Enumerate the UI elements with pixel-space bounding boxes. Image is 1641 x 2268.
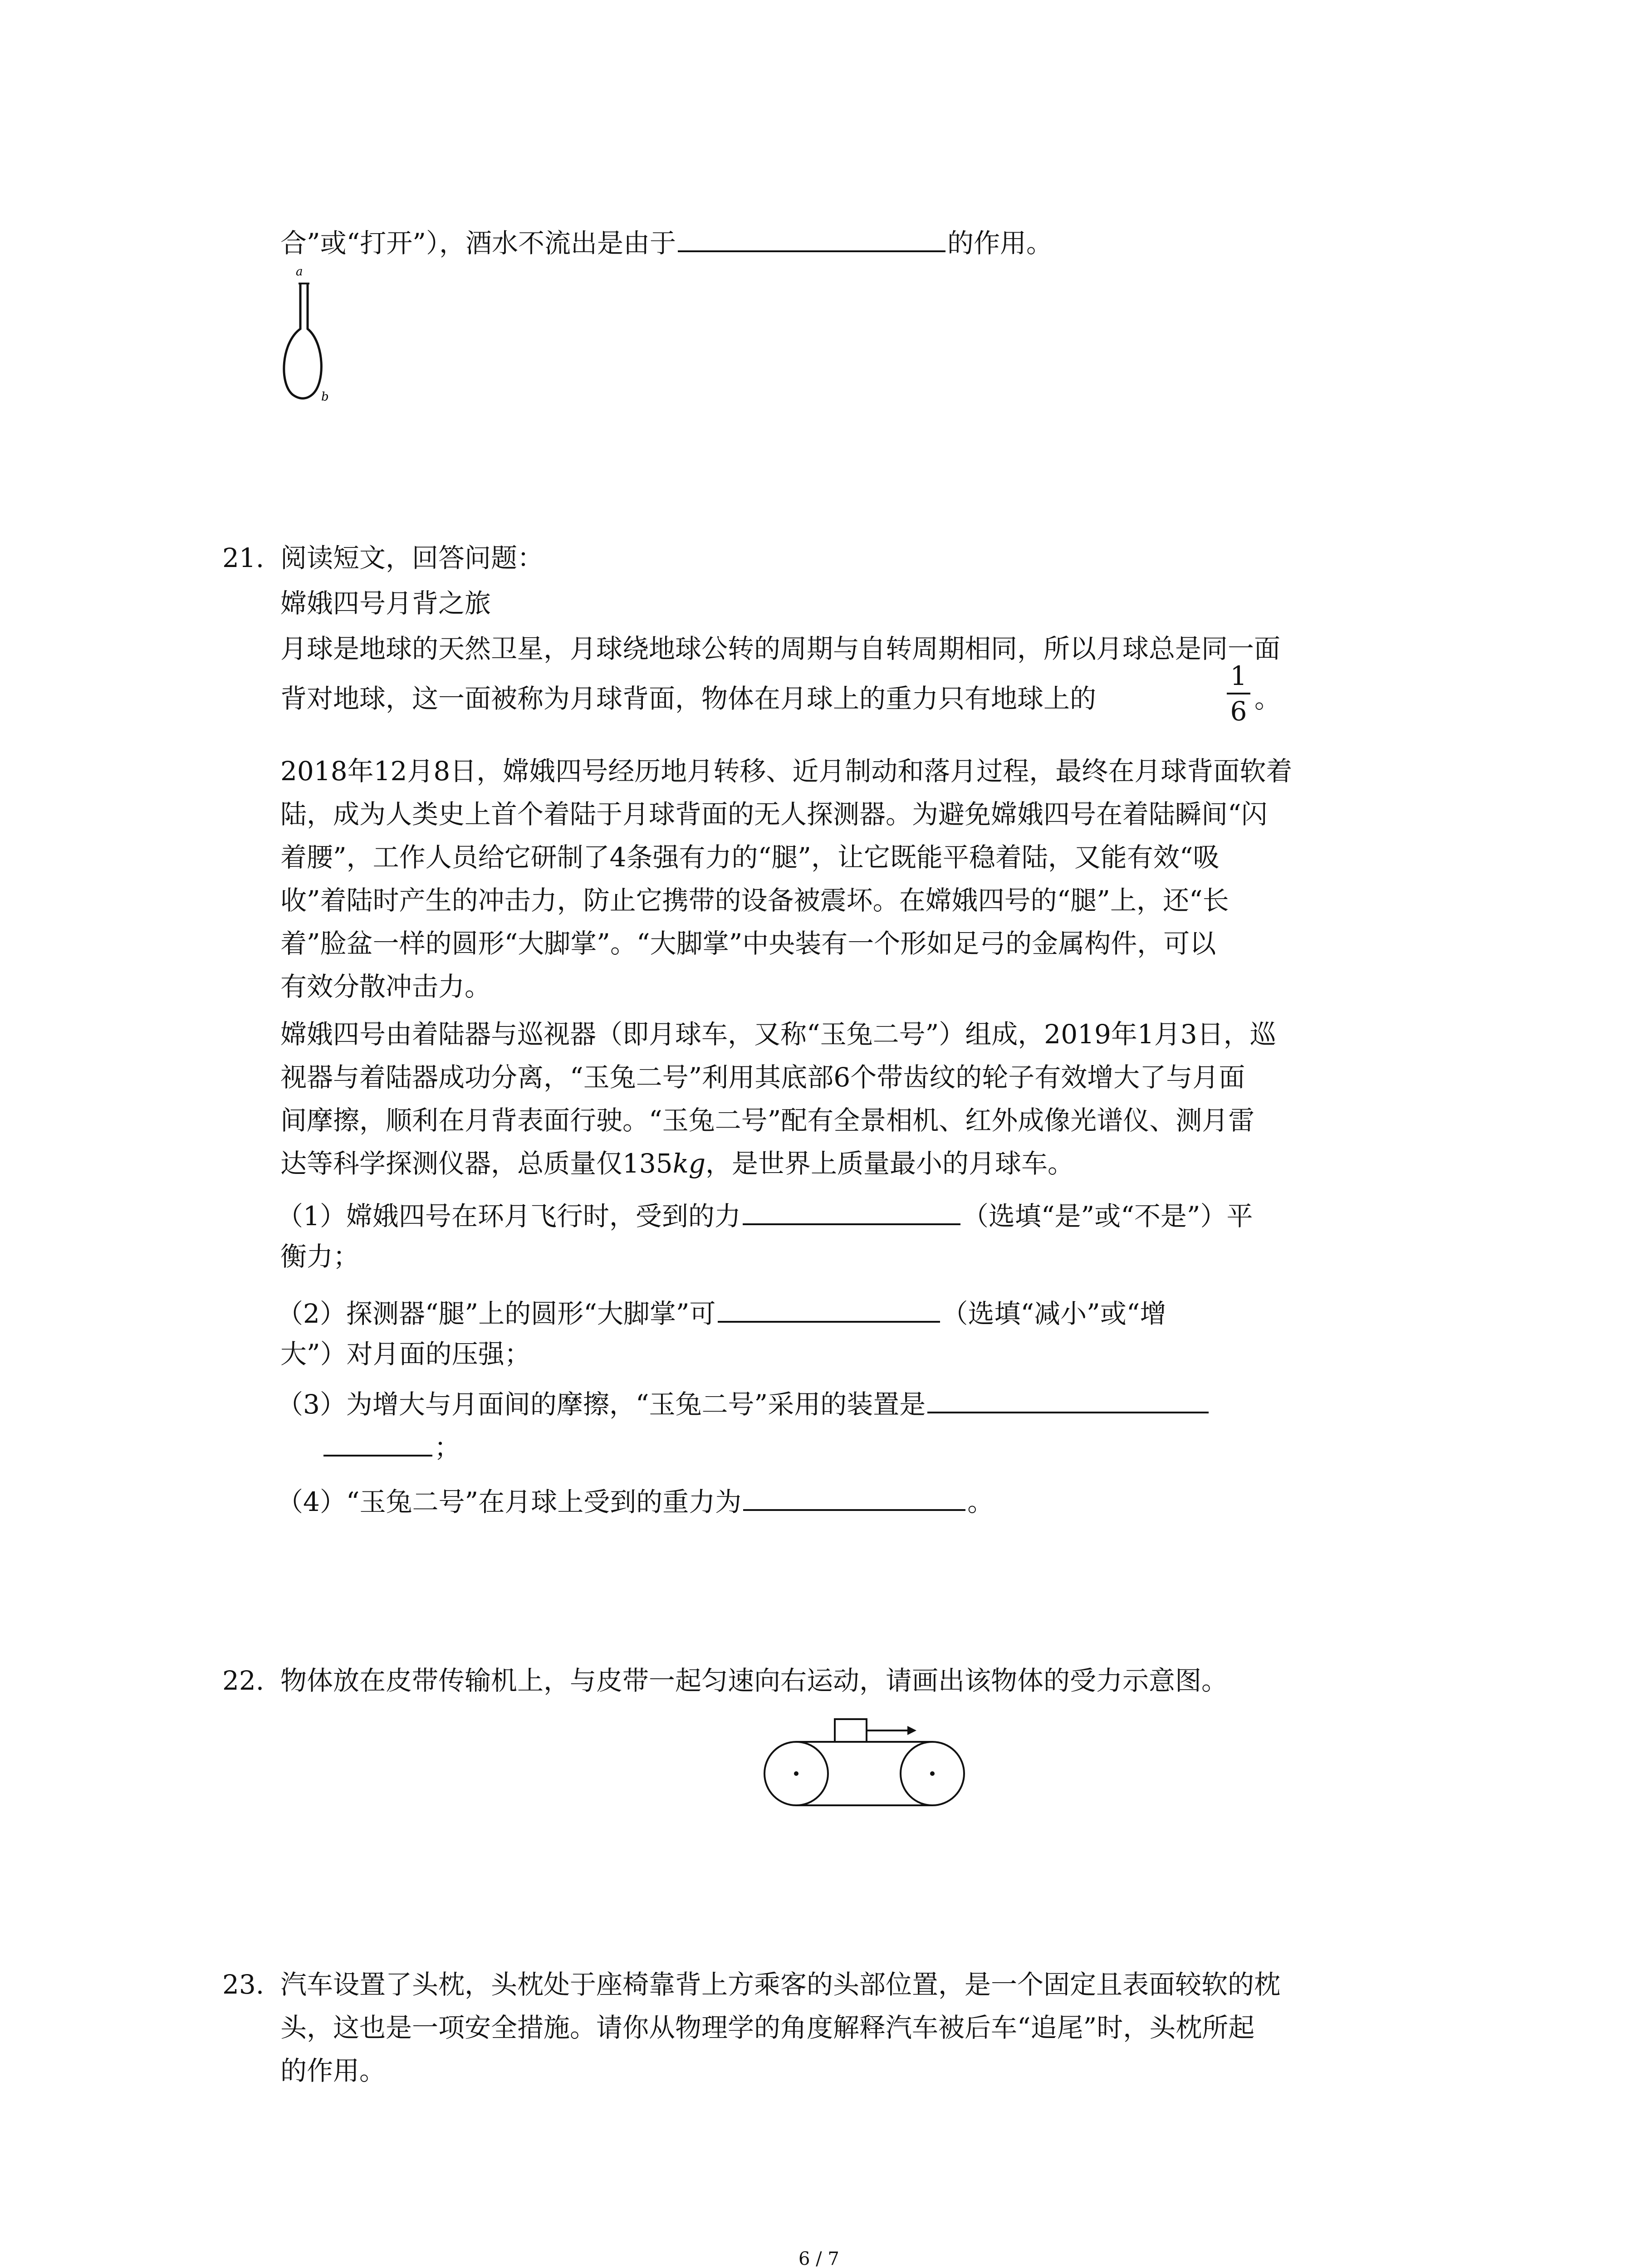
q21-sub4-end: 。 — [967, 1486, 994, 1517]
q20-tail-line — [280, 222, 1053, 261]
q21-sub3-cont — [280, 1427, 460, 1466]
q22-text: 物体放在皮带传输机上，与皮带一起匀速向右运动，请画出该物体的受力示意图。 — [280, 1665, 1228, 1696]
q21-sub1-text: （1）嫦娥四号在环月飞行时，受到的力 — [277, 1201, 741, 1232]
flask-outline — [284, 284, 321, 398]
left-axle — [794, 1771, 798, 1776]
q21-sub4-text: （4）“玉兔二号”在月球上受到的重力为 — [277, 1486, 742, 1517]
q21-sub2-options: （选填“减小”或“增 — [941, 1298, 1166, 1329]
q21-p2-line4: 收”着陆时产生的冲击力，防止它携带的设备被震坏。在嫦娥四号的“腿”上，还“长 — [280, 885, 1229, 916]
q20-tail-text: 合”或“打开”），酒水不流出是由于 — [280, 228, 676, 259]
q21-article-title: 嫦娥四号月背之旅 — [280, 588, 491, 619]
one-sixth-fraction — [1225, 660, 1252, 727]
q21-p2-line6: 有效分散冲击力。 — [280, 971, 491, 1002]
q21-p2-line3: 着腰”，工作人员给它研制了4条强有力的“腿”，让它既能平稳着陆，又能有效“吸 — [280, 842, 1220, 873]
q21-p1-line1: 月球是地球的天然卫星，月球绕地球公转的周期与自转周期相同，所以月球总是同一面 — [280, 633, 1281, 664]
q21-p1-line2 — [280, 680, 1096, 717]
q21-p3-line3: 间摩擦，顺利在月背表面行驶。“玉兔二号”配有全景相机、红外成像光谱仪、测月雷 — [280, 1105, 1255, 1136]
q21-intro: 阅读短文，回答问题： — [280, 543, 544, 573]
q21-sub1-cont: 衡力； — [280, 1241, 360, 1272]
conveyor-belt-figure — [758, 1706, 971, 1823]
object-block — [835, 1719, 867, 1742]
flask-figure — [272, 265, 340, 406]
q21-p2-line2: 陆，成为人类史上首个着陆于月球背面的无人探测器。为避免嫦娥四号在着陆瞬间“闪 — [280, 799, 1268, 830]
q20-answer-blank[interactable] — [678, 222, 945, 252]
q21-sub3-end: ； — [434, 1432, 461, 1463]
q21-p1-line2-text: 背对地球，这一面被称为月球背面，物体在月球上的重力只有地球上的 — [280, 683, 1097, 714]
page-number: 6 / 7 — [798, 2248, 839, 2268]
q23-number: 23. — [222, 1969, 265, 2000]
mass-unit: kg — [672, 1148, 705, 1179]
motion-arrow-icon — [907, 1726, 916, 1735]
q21-sub3 — [277, 1383, 1210, 1422]
q21-sub2-blank[interactable] — [718, 1293, 940, 1323]
q21-sub1-options: （选填“是”或“不是”）平 — [962, 1201, 1253, 1232]
q23-line2: 头，这也是一项安全措施。请你从物理学的角度解释汽车被后车“追尾”时，头枕所起 — [280, 2012, 1255, 2043]
q21-sub2-cont: 大”）对月面的压强； — [280, 1339, 531, 1369]
fraction-denominator: 6 — [1230, 696, 1247, 727]
q21-sub1 — [277, 1195, 1253, 1234]
fraction-bar — [1227, 693, 1250, 694]
q21-p2-line1: 2018年12月8日，嫦娥四号经历地月转移、近月制动和落月过程，最终在月球背面软着 — [280, 756, 1293, 787]
fraction-numerator: 1 — [1230, 660, 1247, 691]
flask-label-a: a — [296, 265, 303, 279]
q21-sub2 — [277, 1293, 1166, 1332]
q21-sub3-blank[interactable] — [927, 1383, 1209, 1413]
q21-sub2-text: （2）探测器“腿”上的圆形“大脚掌”可 — [277, 1298, 716, 1329]
q23-line3: 的作用。 — [280, 2055, 386, 2086]
q21-p3-line4-a: 达等科学探测仪器，总质量仅135 — [280, 1148, 673, 1179]
q21-sub3-blank-cont[interactable] — [323, 1427, 432, 1457]
q21-p2-line5: 着”脸盆一样的圆形“大脚掌”。“大脚掌”中央装有一个形如足弓的金属构件，可以 — [280, 928, 1216, 959]
q21-p3-line2: 视器与着陆器成功分离，“玉兔二号”利用其底部6个带齿纹的轮子有效增大了与月面 — [280, 1062, 1245, 1093]
flask-label-b: b — [321, 390, 329, 404]
q22-number: 22. — [222, 1665, 265, 1696]
q21-number: 21. — [222, 543, 265, 573]
q20-tail-end: 的作用。 — [947, 228, 1053, 259]
q21-p1-end: 。 — [1254, 683, 1281, 714]
q21-p3-line1: 嫦娥四号由着陆器与巡视器（即月球车，又称“玉兔二号”）组成，2019年1月3日，巡 — [280, 1019, 1276, 1050]
q21-sub4 — [277, 1481, 994, 1520]
q21-p3-line4-b: ，是世界上质量最小的月球车。 — [705, 1148, 1074, 1179]
q21-sub3-text: （3）为增大与月面间的摩擦，“玉兔二号”采用的装置是 — [277, 1389, 926, 1420]
right-axle — [930, 1771, 935, 1776]
q21-sub1-blank[interactable] — [743, 1195, 960, 1225]
q21-p3-line4 — [280, 1145, 1074, 1182]
q23-line1: 汽车设置了头枕，头枕处于座椅靠背上方乘客的头部位置，是一个固定且表面较软的枕 — [280, 1969, 1281, 2000]
q21-sub4-blank[interactable] — [743, 1481, 965, 1511]
